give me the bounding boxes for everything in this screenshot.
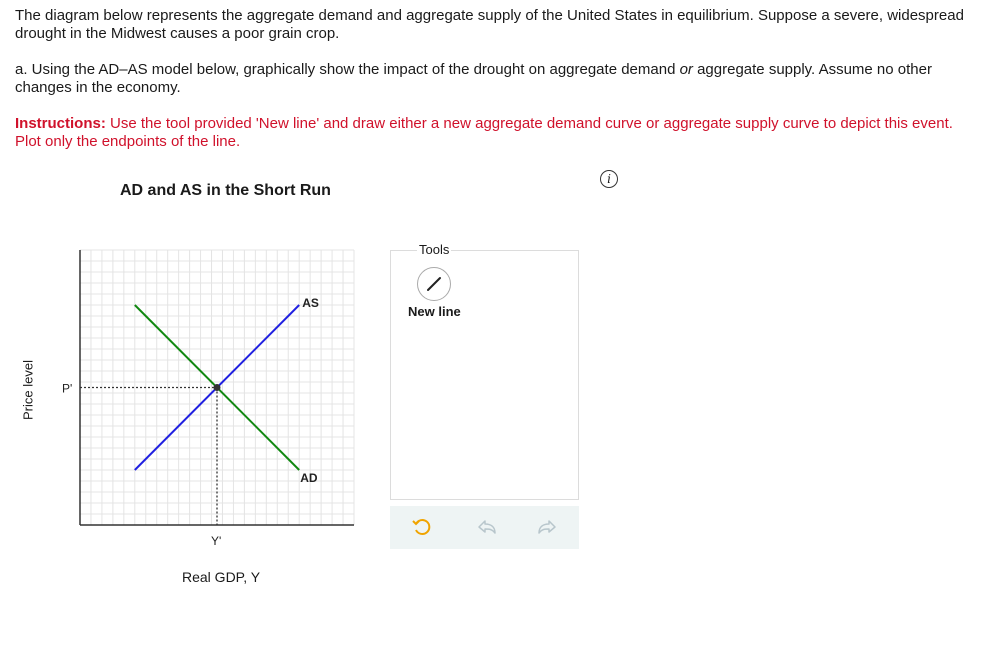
part-a-suffix: aggregate supply. Assume no other changes in the economy. — [15, 61, 932, 96]
undo-icon[interactable] — [471, 512, 501, 542]
tools-title: Tools — [419, 242, 450, 257]
new-line-button[interactable] — [417, 267, 451, 301]
line-tool-icon — [418, 268, 450, 300]
graph-title: AD and AS in the Short Run — [120, 182, 331, 199]
question-intro: The diagram below represents the aggregate demand and aggregate supply of the United States in equilibrium. Suppose a severe, widespread drought in the Midwest causes a poor grain crop. — [15, 7, 964, 42]
part-a-or: or — [679, 61, 693, 78]
redo-icon[interactable] — [533, 512, 563, 542]
series-label-as: AS — [302, 296, 319, 310]
reset-icon[interactable] — [407, 512, 437, 542]
instructions-label: Instructions: — [15, 115, 106, 132]
x-axis-label: Real GDP, Y — [182, 569, 261, 585]
info-icon[interactable]: i — [600, 170, 618, 188]
chart-labels — [62, 296, 319, 548]
new-line-label[interactable]: New line — [408, 304, 461, 319]
equilibrium-point — [214, 384, 221, 391]
y-prime-label: Y' — [211, 534, 222, 548]
y-axis-label: Price level — [20, 360, 36, 420]
p-prime-label: P' — [62, 381, 73, 396]
series-label-ad: AD — [300, 471, 318, 485]
instructions-text: Use the tool provided 'New line' and draw either a new aggregate demand curve or aggregate supply curve to depict this event. Plot only the endpoints of the line. — [15, 115, 953, 150]
part-a-prefix: a. Using the AD–AS model below, graphically show the impact of the drought on aggregate demand — [15, 61, 680, 78]
